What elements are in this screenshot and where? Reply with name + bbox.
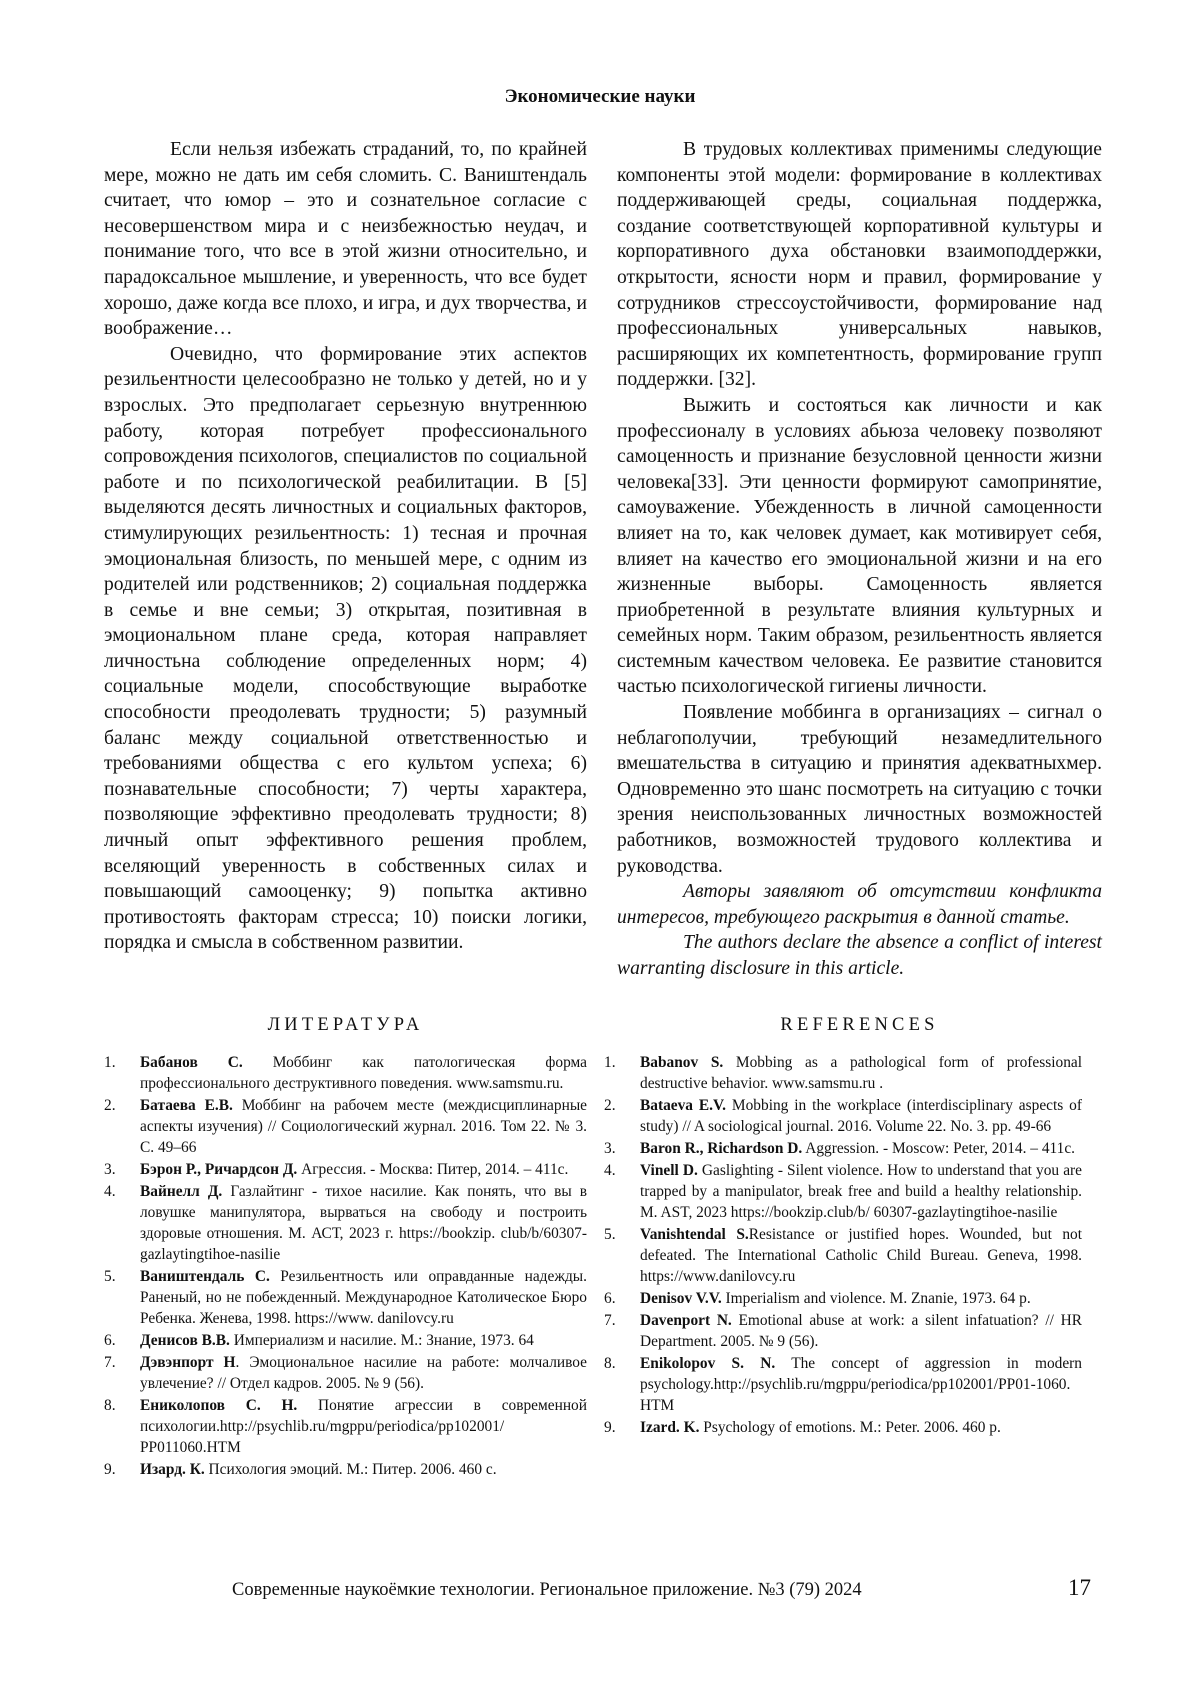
list-item (604, 1353, 1082, 1416)
item-author: Дэвэнпорт Н (140, 1354, 236, 1371)
list-item (604, 1417, 1082, 1438)
list-item (104, 1459, 587, 1480)
item-text: Агрессия. - Москва: Питер, 2014. – 411с. (297, 1161, 569, 1178)
item-text: Психология эмоций. М.: Питер. 2006. 460 с. (204, 1461, 497, 1478)
item-author: Izard. K. (640, 1419, 700, 1436)
item-author: Изард. К. (140, 1461, 205, 1478)
item-number: 6. (104, 1332, 116, 1349)
item-number: 7. (104, 1354, 116, 1371)
list-item (604, 1160, 1082, 1223)
item-number: 2. (604, 1097, 616, 1114)
conflict-statement-ru: Авторы заявляют об отсутствии конфликта интересов, требующего раскрытия в данной статье. (617, 881, 1102, 928)
section-header: Экономические науки (504, 86, 696, 107)
item-number: 5. (104, 1268, 116, 1285)
item-text: Моббинг на рабочем месте (междисциплинарные аспекты изучения) // Социологический журнал. 2016. Том 22. № 3. С. 49–66 (140, 1097, 587, 1156)
item-text: Resistance or justified hopes. Wounded, but not defeated. The International Catholic Child Bureau. Geneva, 1998. https://www.danilovcy.ru (640, 1226, 1082, 1285)
list-item (104, 1266, 587, 1329)
paragraph: Появление моббинга в организациях – сигнал о неблагополучии, требующий незамедлительного вмешательства в ситуацию и принятия адекватныхмер. Одновременно это шанс посмотреть на ситуацию с точки зрения неиспользованных личностных возможностей работников, возможностей трудового коллектива и руководства. (617, 702, 1102, 877)
item-text: . Эмоциональное насилие на работе: молчаливое увлечение? // Отдел кадров. 2005. № 9 (56). (140, 1354, 587, 1392)
list-item (104, 1395, 587, 1458)
item-number: 8. (104, 1397, 116, 1414)
conflict-statement-en: The authors declare the absence a conflict of interest warranting disclosure in this article. (617, 932, 1102, 979)
list-item (604, 1138, 1082, 1159)
item-number: 3. (604, 1140, 616, 1157)
item-number: 6. (604, 1290, 616, 1307)
item-text: Газлайтинг - тихое насилие. Как понять, что вы в ловушке манипулятора, вырваться на свободу и построить здоровые отношения. М. АСТ, 2023 г. https://bookzip. club/b/60307-gazlaytingtihoe-nasilie (140, 1183, 587, 1263)
item-number: 8. (604, 1355, 616, 1372)
item-author: Bataeva E.V. (640, 1097, 727, 1114)
references-heading: REFERENCES (780, 1015, 939, 1035)
literature-heading: ЛИТЕРАТУРА (267, 1015, 424, 1035)
item-author: Батаева Е.В. (140, 1097, 233, 1114)
item-author: Denisov V.V. (640, 1290, 722, 1307)
list-item (104, 1181, 587, 1265)
paragraph: Очевидно, что формирование этих аспектов резильентности целесообразно не только у детей, но и у взрослых. Это предполагает серьезную внутреннюю работу, которая потребует профессионального сопровождения психологов, специалистов по социальной работе и по психологической реабилитации. В [5] выделяются десять личностных и социальных факторов, стимулирующих резильентность: 1) тесная и прочная эмоциональная близость, по меньшей мере, с одним из родителей или родственников; 2) социальная поддержка в семье и вне семьи; 3) открытая, позитивная в эмоциональном плане среда, которая направляет личностьна соблюдение определенных норм; 4) социальные модели, способствующие выработке способности преодолевать трудности; 5) разумный баланс между социальной ответственностью и требованиями общества с его культом успеха; 6) познавательные способности; 7) черты характера, позволяющие эффективно преодолевать трудности; 8) личный опыт эффективного решения проблем, вселяющий уверенность в собственных силах и повышающий самооценку; 9) попытка активно противостоять факторам стресса; 10) поиски логики, порядка и смысла в собственном развитии. (104, 343, 587, 954)
paragraph: В трудовых коллективах применимы следующие компоненты этой модели: формирование в коллективах поддерживающей среды, социальная поддержка, создание соответствующей корпоративной культуры и корпоративного духа обстановки взаимоподдержки, открытости, ясности норм и правил, формирование у сотрудников стрессоустойчивости, формирование над профессиональных универсальных навыков, расширяющих их компетентность, формирование групп поддержки. [32]. (617, 139, 1102, 391)
item-number: 7. (604, 1312, 616, 1329)
page-number: 17 (1068, 1575, 1091, 1600)
item-author: Бэрон Р., Ричардсон Д. (140, 1161, 298, 1178)
list-item (104, 1052, 587, 1094)
list-item (104, 1095, 587, 1158)
item-number: 1. (104, 1054, 116, 1071)
item-number: 9. (604, 1419, 616, 1436)
item-text: Imperialism and violence. M. Znanie, 1973. 64 p. (721, 1290, 1031, 1307)
list-item (604, 1052, 1082, 1094)
item-text: Aggression. - Moscow: Peter, 2014. – 411с. (802, 1140, 1076, 1157)
list-item (104, 1330, 587, 1351)
item-author: Babanov S. (640, 1054, 724, 1071)
item-text: Понятие агрессии в современной психологии.http://psychlib.ru/mgppu/periodica/pp102001/ PP011060.HTM (140, 1397, 587, 1456)
paragraph: Если нельзя избежать страданий, то, по крайней мере, можно не дать им себя сломить. С. Ваништендаль считает, что юмор – это и сознательное согласие с несовершенством мира и с неизбежностью неудач, и понимание того, что все в этой жизни относительно, и парадоксальное мышление, и уверенность, что все будет хорошо, даже когда все плохо, и игра, и дух творчества, и воображение… (104, 139, 587, 340)
list-item (104, 1352, 587, 1394)
item-text: Gaslighting - Silent violence. How to understand that you are trapped by a manipulator, break free and build a healthy relationship. M. AST, 2023 https://bookzip.club/b/ 60307-gazlaytingtihoe-nasilie (640, 1162, 1082, 1221)
references-list (604, 1052, 1082, 1439)
item-number: 5. (604, 1226, 616, 1243)
literature-list (104, 1052, 587, 1481)
item-author: Baron R., Richardson D. (640, 1140, 803, 1157)
item-author: Davenport N. (640, 1312, 732, 1329)
paragraph: Выжить и состояться как личности и как профессионалу в условиях абьюза человеку позволяют самоценность и признание безусловной ценности жизни человека[33]. Эти ценности формируют самопринятие, самоуважение. Убежденность в личной самоценности влияет на то, как человек думает, как мотивирует себя, влияет на качество его эмоциональной жизни и на его жизненные выборы. Самоценность является приобретенной в результате влияния культурных и семейных норм. Таким образом, резильентность является системным качеством человека. Ее развитие становится частью психологической гигиены личности. (617, 394, 1102, 698)
item-number: 4. (604, 1162, 616, 1179)
item-number: 1. (604, 1054, 616, 1071)
item-author: Бабанов С. (140, 1054, 243, 1071)
item-author: Вайнелл Д. (140, 1183, 223, 1200)
item-text: Моббинг как патологическая форма профессионального деструктивного поведения. www.samsmu.ru. (140, 1054, 588, 1092)
left-text-column (104, 137, 587, 956)
item-number: 2. (104, 1097, 116, 1114)
item-author: Enikolopov S. N. (640, 1355, 776, 1372)
item-number: 4. (104, 1183, 116, 1200)
list-item (604, 1310, 1082, 1352)
list-item (604, 1224, 1082, 1287)
item-text: Империализм и насилие. М.: Знание, 1973. 64 (229, 1332, 534, 1349)
item-author: Ваништендаль С. (140, 1268, 270, 1285)
item-author: Vinell D. (640, 1162, 698, 1179)
journal-footer: Современные наукоёмкие технологии. Региональное приложение. №3 (79) 2024 (232, 1580, 862, 1600)
list-item (604, 1095, 1082, 1137)
item-text: Psychology of emotions. M.: Peter. 2006. 460 p. (699, 1419, 1001, 1436)
item-text: Резильентность или оправданные надежды. Раненый, но не побежденный. Международное Католическое Бюро Ребенка. Женева, 1998. https://www. danilovcy.ru (140, 1268, 587, 1327)
item-text: Mobbing in the workplace (interdisciplinary aspects of study) // A sociological journal. 2016. Volume 22. No. 3. pp. 49-66 (640, 1097, 1082, 1135)
item-author: Денисов В.В. (140, 1332, 230, 1349)
item-text: Mobbing as a pathological form of professional destructive behavior. www.samsmu.ru . (640, 1054, 1083, 1092)
item-text: Emotional abuse at work: a silent infatuation? // HR Department. 2005. № 9 (56). (640, 1312, 1083, 1350)
list-item (104, 1159, 587, 1180)
item-author: Ениколопов С. Н. (140, 1397, 298, 1414)
right-text-column (617, 137, 1102, 982)
item-text: The concept of aggression in modern psychology.http://psychlib.ru/mgppu/periodica/pp102001/PP01-1060. HTM (640, 1355, 1082, 1414)
item-author: Vanishtendal S. (640, 1226, 749, 1243)
list-item (604, 1288, 1082, 1309)
item-number: 3. (104, 1161, 116, 1178)
item-number: 9. (104, 1461, 116, 1478)
